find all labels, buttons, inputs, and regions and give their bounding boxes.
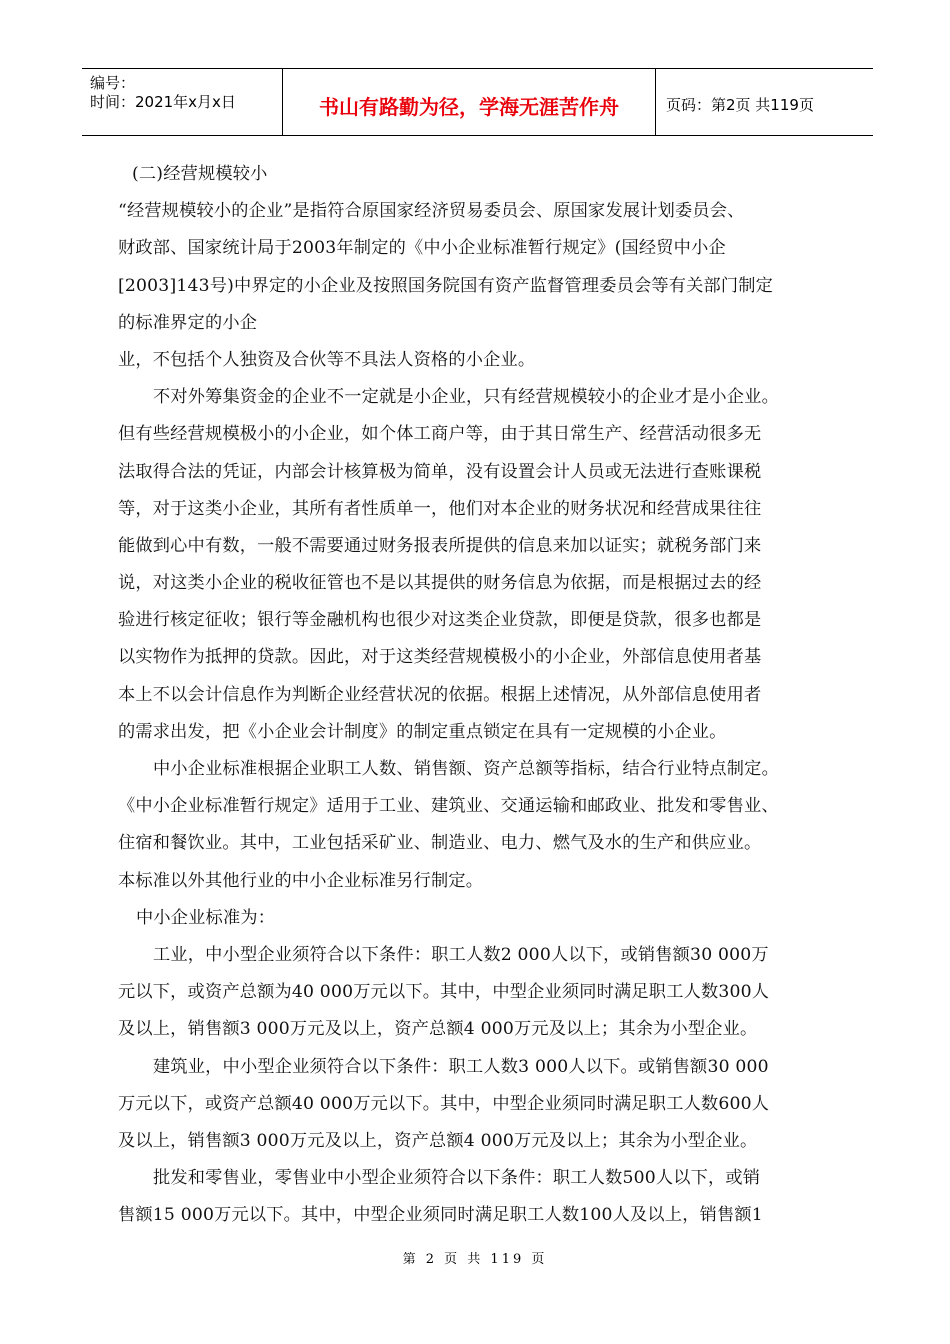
body-line: 以实物作为抵押的贷款。因此，对于这类经营规模极小的小企业，外部信息使用者基 bbox=[118, 647, 762, 668]
body-line: 不对外筹集资金的企业不一定就是小企业，只有经营规模较小的企业才是小企业。 bbox=[153, 387, 779, 408]
document-number-label: 编号： bbox=[90, 74, 136, 92]
page-header bbox=[82, 68, 873, 136]
body-line: 及以上，销售额3 000万元及以上，资产总额4 000万元及以上；其余为小型企业。 bbox=[118, 1019, 758, 1040]
body-line: 建筑业，中小型企业须符合以下条件：职工人数3 000人以下。或销售额30 000 bbox=[153, 1056, 769, 1077]
body-line: (二)经营规模较小 bbox=[132, 164, 268, 184]
body-line: 财政部、国家统计局于2003年制定的《中小企业标准暂行规定》(国经贸中小企 bbox=[118, 238, 726, 259]
body-line: 万元以下，或资产总额40 000万元以下。其中，中型企业须同时满足职工人数600人 bbox=[118, 1093, 770, 1114]
document-time-label: 时间：2021年x月x日 bbox=[90, 93, 236, 111]
body-line: 的标准界定的小企 bbox=[118, 312, 258, 333]
body-line: 说，对这类小企业的税收征管也不是以其提供的财务信息为依据，而是根据过去的经 bbox=[118, 573, 762, 594]
body-line: 中小企业标准根据企业职工人数、销售额、资产总额等指标，结合行业特点制定。 bbox=[153, 759, 779, 779]
body-line: 中小企业标准为： bbox=[136, 907, 276, 928]
body-line: 本上不以会计信息作为判断企业经营状况的依据。根据上述情况，从外部信息使用者 bbox=[118, 684, 762, 705]
header-page-info: 页码：第2页 共119页 bbox=[666, 95, 814, 114]
body-line: 批发和零售业，零售业中小型企业须符合以下条件：职工人数500人以下，或销 bbox=[153, 1168, 761, 1189]
header-meta-cell bbox=[82, 69, 283, 135]
body-line: 本标准以外其他行业的中小企业标准另行制定。 bbox=[118, 870, 484, 891]
header-motto: 书山有路勤为径，学海无涯苦作舟 bbox=[283, 69, 656, 135]
body-line: 《中小企业标准暂行规定》适用于工业、建筑业、交通运输和邮政业、批发和零售业、 bbox=[118, 796, 779, 817]
body-line: 等，对于这类小企业，其所有者性质单一，他们对本企业的财务状况和经营成果往往 bbox=[118, 498, 762, 519]
body-line: 业，不包括个人独资及合伙等不具法人资格的小企业。 bbox=[118, 349, 536, 370]
body-line: “经营规模较小的企业”是指符合原国家经济贸易委员会、原国家发展计划委员会、 bbox=[118, 201, 745, 222]
body-line: [2003]143号)中界定的小企业及按照国务院国有资产监督管理委员会等有关部门制定 bbox=[118, 275, 774, 296]
body-line: 售额15 000万元以下。其中，中型企业须同时满足职工人数100人及以上，销售额1 bbox=[118, 1205, 763, 1226]
page-footer: 第 2 页 共 119 页 bbox=[402, 1252, 548, 1267]
body-line: 元以下，或资产总额为40 000万元以下。其中，中型企业须同时满足职工人数300人 bbox=[118, 982, 770, 1003]
body-line: 的需求出发，把《小企业会计制度》的制定重点锁定在具有一定规模的小企业。 bbox=[118, 721, 727, 742]
body-line: 工业，中小型企业须符合以下条件：职工人数2 000人以下，或销售额30 000万 bbox=[153, 944, 769, 965]
body-line: 住宿和餐饮业。其中，工业包括采矿业、制造业、电力、燃气及水的生产和供应业。 bbox=[118, 833, 762, 854]
body-line: 但有些经营规模极小的小企业，如个体工商户等，由于其日常生产、经营活动很多无 bbox=[118, 424, 762, 445]
body-line: 验进行核定征收；银行等金融机构也很少对这类企业贷款，即便是贷款，很多也都是 bbox=[118, 610, 762, 631]
body-line: 法取得合法的凭证，内部会计核算极为简单，没有设置会计人员或无法进行查账课税 bbox=[118, 461, 762, 482]
body-line: 及以上，销售额3 000万元及以上，资产总额4 000万元及以上；其余为小型企业。 bbox=[118, 1130, 758, 1151]
body-line: 能做到心中有数，一般不需要通过财务报表所提供的信息来加以证实；就税务部门来 bbox=[118, 535, 762, 556]
document-body bbox=[118, 156, 842, 1234]
